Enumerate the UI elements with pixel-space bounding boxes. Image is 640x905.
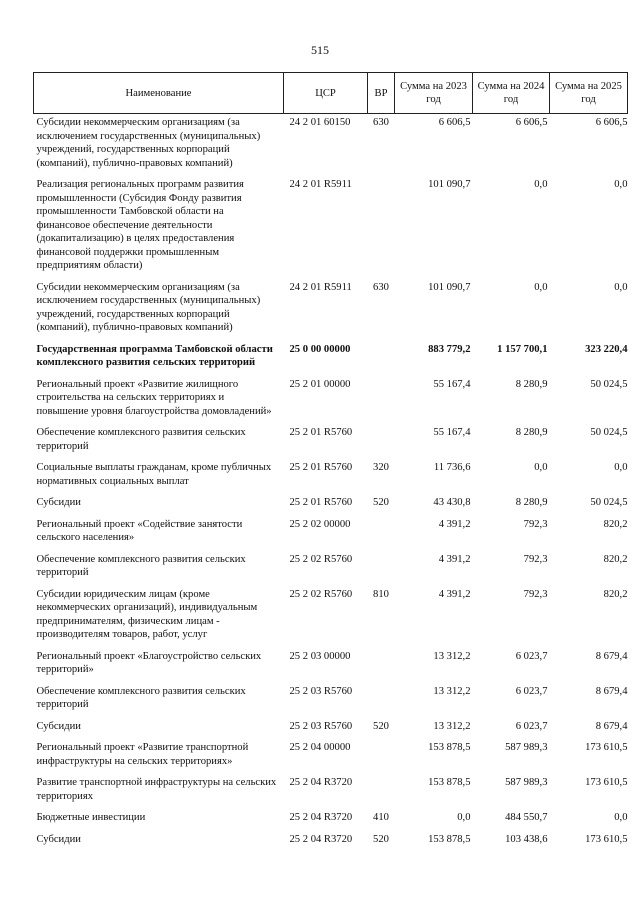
row-sum-2025: 50 024,5 bbox=[590, 378, 628, 390]
row-sum-2024: 6 023,7 bbox=[515, 650, 548, 662]
row-sum-2025: 820,2 bbox=[603, 588, 628, 600]
row-sum-2023: 153 878,5 bbox=[428, 777, 471, 788]
table-row bbox=[34, 809, 628, 831]
row-sum-2023: 883 779,2 bbox=[428, 343, 471, 355]
table-row bbox=[34, 739, 628, 774]
row-vr bbox=[368, 739, 395, 774]
row-csr: 25 2 04 R3720 bbox=[289, 812, 353, 823]
row-vr bbox=[368, 551, 395, 586]
row-sum-2024: 8 280,9 bbox=[515, 497, 548, 508]
row-csr: 25 2 02 00000 bbox=[289, 518, 351, 530]
row-name: Обеспечение комплексного развития сельских территорий bbox=[36, 685, 246, 710]
header-sum-2024: Сумма на 2024 год bbox=[473, 73, 550, 114]
table-row bbox=[34, 648, 628, 683]
row-name: Субсидии юридическим лицам (кроме некоммерческих организаций), индивидуальным предпринимателям, физическим лицам - производителям товаров, работ, услуг bbox=[36, 588, 258, 640]
table-row bbox=[34, 586, 628, 648]
row-sum-2025: 8 679,4 bbox=[595, 650, 628, 662]
table-row bbox=[34, 774, 628, 809]
table-body bbox=[34, 114, 628, 853]
row-sum-2023: 55 167,4 bbox=[433, 378, 471, 390]
table-row bbox=[34, 114, 628, 177]
row-sum-2024: 8 280,9 bbox=[515, 427, 548, 438]
row-vr: 520 bbox=[373, 497, 389, 508]
header-vr: ВР bbox=[368, 73, 395, 114]
row-vr: 630 bbox=[373, 117, 389, 128]
row-sum-2025: 8 679,4 bbox=[595, 720, 628, 732]
row-vr bbox=[368, 376, 395, 425]
header-sum-2025: Сумма на 2025 год bbox=[550, 73, 628, 114]
row-name: Развитие транспортной инфраструктуры на сельских территориях bbox=[36, 777, 277, 802]
row-name: Региональный проект «Благоустройство сельских территорий» bbox=[36, 650, 262, 675]
row-sum-2025: 323 220,4 bbox=[585, 343, 628, 355]
row-sum-2023: 55 167,4 bbox=[433, 427, 471, 438]
row-sum-2024: 6 606,5 bbox=[515, 117, 548, 128]
row-csr: 25 2 04 00000 bbox=[289, 742, 351, 753]
table-row bbox=[34, 831, 628, 853]
row-name: Государственная программа Тамбовской области комплексного развития сельских территорий bbox=[36, 343, 273, 368]
row-sum-2024: 6 023,7 bbox=[515, 685, 548, 697]
row-sum-2023: 6 606,5 bbox=[438, 117, 471, 128]
row-vr bbox=[368, 683, 395, 718]
page-number: 515 bbox=[311, 43, 329, 57]
row-csr: 24 2 01 R5911 bbox=[289, 281, 352, 293]
row-vr: 520 bbox=[373, 833, 389, 845]
row-csr: 25 0 00 00000 bbox=[289, 343, 351, 355]
table-row bbox=[34, 279, 628, 341]
row-vr bbox=[368, 516, 395, 551]
table-header-row bbox=[34, 73, 628, 114]
row-sum-2023: 101 090,7 bbox=[428, 281, 471, 293]
row-sum-2023: 4 391,2 bbox=[438, 518, 471, 530]
row-sum-2025: 50 024,5 bbox=[590, 427, 628, 438]
row-csr: 25 2 02 R5760 bbox=[289, 588, 353, 600]
row-vr bbox=[368, 341, 395, 376]
row-name: Социальные выплаты гражданам, кроме публичных нормативных социальных выплат bbox=[36, 462, 272, 487]
row-sum-2025: 820,2 bbox=[603, 553, 628, 565]
row-csr: 24 2 01 R5911 bbox=[289, 179, 352, 190]
row-sum-2024: 8 280,9 bbox=[515, 378, 548, 390]
row-sum-2023: 13 312,2 bbox=[433, 720, 471, 732]
row-sum-2025: 0,0 bbox=[614, 179, 628, 190]
row-sum-2024: 1 157 700,1 bbox=[497, 343, 548, 355]
row-csr: 25 2 02 R5760 bbox=[289, 553, 353, 565]
table-row bbox=[34, 683, 628, 718]
row-vr: 810 bbox=[373, 588, 389, 600]
row-sum-2024: 0,0 bbox=[534, 462, 548, 473]
row-name: Обеспечение комплексного развития сельских территорий bbox=[36, 427, 246, 452]
row-sum-2024: 0,0 bbox=[534, 179, 548, 190]
row-vr: 630 bbox=[373, 281, 389, 293]
row-sum-2025: 6 606,5 bbox=[595, 117, 628, 128]
row-sum-2024: 792,3 bbox=[523, 553, 548, 565]
row-vr bbox=[368, 648, 395, 683]
row-csr: 25 2 03 R5760 bbox=[289, 685, 353, 697]
row-sum-2025: 173 610,5 bbox=[585, 777, 628, 788]
row-sum-2023: 0,0 bbox=[457, 812, 471, 823]
row-sum-2023: 4 391,2 bbox=[438, 588, 471, 600]
row-vr bbox=[368, 774, 395, 809]
row-sum-2024: 587 989,3 bbox=[505, 777, 548, 788]
row-vr bbox=[368, 424, 395, 459]
table-row bbox=[34, 494, 628, 516]
row-csr: 25 2 01 R5760 bbox=[289, 427, 353, 438]
table-row bbox=[34, 341, 628, 376]
row-csr: 25 2 04 R3720 bbox=[289, 833, 353, 845]
row-vr: 410 bbox=[373, 812, 389, 823]
row-vr bbox=[368, 176, 395, 279]
row-sum-2025: 173 610,5 bbox=[585, 833, 628, 845]
budget-table bbox=[33, 72, 628, 852]
row-sum-2023: 11 736,6 bbox=[433, 462, 471, 473]
row-csr: 25 2 04 R3720 bbox=[289, 777, 353, 788]
table-row bbox=[34, 516, 628, 551]
row-name: Субсидии bbox=[36, 497, 81, 508]
row-csr: 25 2 03 R5760 bbox=[289, 720, 353, 732]
table-row bbox=[34, 424, 628, 459]
row-name: Субсидии некоммерческим организациям (за исключением государственных (муниципальных) учреждений, государственных корпораций (компаний), публично-правовых компаний) bbox=[36, 117, 261, 169]
row-sum-2023: 13 312,2 bbox=[433, 650, 471, 662]
row-sum-2025: 0,0 bbox=[614, 812, 628, 823]
row-sum-2024: 6 023,7 bbox=[515, 720, 548, 732]
row-sum-2023: 43 430,8 bbox=[433, 497, 471, 508]
row-vr: 320 bbox=[373, 462, 389, 473]
row-sum-2024: 484 550,7 bbox=[505, 812, 548, 823]
row-sum-2025: 8 679,4 bbox=[595, 685, 628, 697]
row-sum-2023: 153 878,5 bbox=[428, 833, 471, 845]
table-row bbox=[34, 376, 628, 425]
row-sum-2024: 103 438,6 bbox=[505, 833, 548, 845]
row-sum-2025: 50 024,5 bbox=[590, 497, 628, 508]
row-name: Субсидии bbox=[36, 720, 81, 732]
row-name: Бюджетные инвестиции bbox=[36, 812, 146, 823]
row-sum-2023: 101 090,7 bbox=[428, 179, 471, 190]
table-row bbox=[34, 459, 628, 494]
row-name: Реализация региональных программ развития промышленности (Субсидия Фонду развития промышленности Тамбовской области на финансовое обеспечение деятельности (докапитализацию) в целях предоставления финансовой поддержки промышленным предприятиям области) bbox=[36, 179, 244, 271]
row-sum-2025: 0,0 bbox=[614, 281, 628, 293]
row-csr: 25 2 01 R5760 bbox=[289, 462, 353, 473]
row-sum-2024: 792,3 bbox=[523, 588, 548, 600]
row-csr: 24 2 01 60150 bbox=[289, 117, 351, 128]
row-sum-2023: 4 391,2 bbox=[438, 553, 471, 565]
table-row bbox=[34, 551, 628, 586]
header-csr: ЦСР bbox=[284, 73, 368, 114]
row-sum-2025: 820,2 bbox=[603, 518, 628, 530]
header-name: Наименование bbox=[34, 73, 284, 114]
row-sum-2024: 792,3 bbox=[523, 518, 548, 530]
header-sum-2023: Сумма на 2023 год bbox=[395, 73, 473, 114]
row-sum-2024: 587 989,3 bbox=[505, 742, 548, 753]
row-sum-2024: 0,0 bbox=[534, 281, 548, 293]
row-name: Обеспечение комплексного развития сельских территорий bbox=[36, 553, 246, 578]
row-sum-2023: 13 312,2 bbox=[433, 685, 471, 697]
row-csr: 25 2 01 R5760 bbox=[289, 497, 353, 508]
row-csr: 25 2 03 00000 bbox=[289, 650, 351, 662]
row-name: Региональный проект «Содействие занятости сельского населения» bbox=[36, 518, 243, 543]
row-sum-2025: 173 610,5 bbox=[585, 742, 628, 753]
row-vr: 520 bbox=[373, 720, 389, 732]
row-name: Субсидии некоммерческим организациям (за исключением государственных (муниципальных) учреждений, государственных корпораций (компаний), публично-правовых компаний) bbox=[36, 281, 261, 333]
row-name: Региональный проект «Развитие транспортной инфраструктуры на сельских территориях» bbox=[36, 742, 249, 767]
row-name: Субсидии bbox=[36, 833, 81, 845]
row-name: Региональный проект «Развитие жилищного строительства на сельских территориях и повышение уровня благоустройства домовладений» bbox=[36, 378, 272, 417]
row-csr: 25 2 01 00000 bbox=[289, 378, 351, 390]
row-sum-2023: 153 878,5 bbox=[428, 742, 471, 753]
table-row bbox=[34, 718, 628, 740]
table-row bbox=[34, 176, 628, 279]
row-sum-2025: 0,0 bbox=[614, 462, 628, 473]
